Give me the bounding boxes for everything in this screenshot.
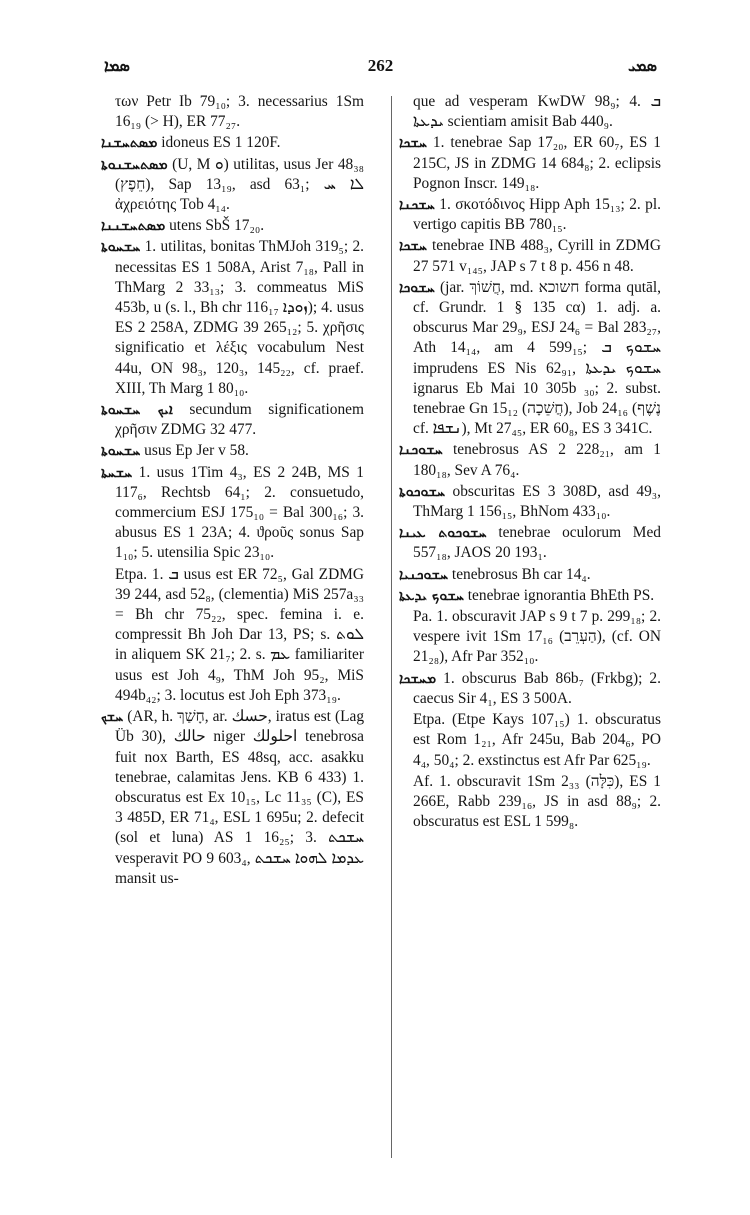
- entry-headword: ܐܝܟ ܚܫܚܘܬܐ: [101, 402, 173, 419]
- entry-headword: ܚܫܘܟܘܬܐ: [399, 483, 446, 500]
- dictionary-entry: [399, 710, 661, 771]
- entry-text: utens SbŠ 17₂₀.: [169, 217, 265, 235]
- entry-headword: ܚܫܚܬܐ: [101, 464, 133, 481]
- entry-headword: ܡܚܫܟܐ: [399, 670, 437, 687]
- dictionary-entry: [101, 707, 364, 889]
- entry-text: usus Ep Jer v 58.: [144, 442, 249, 460]
- entry-headword: ܡܣܬܚܫܢܐ: [101, 135, 158, 152]
- entry-text: Etpa. (Etpe Kays 107₁₅) 1. obscuratus est Rom 1₂₁, Afr 245u, Bab 204₆, PO 4₄, 50₄; 2. exstinctus est Afr Par 625₁₉.: [413, 711, 661, 769]
- entry-text: (AR, h. חָשַׁךְ, ar. حسك, iratus est (Lag Üb 30), حالك niger احلولك tenebrosa fuit nox Barth, ES 48sq, acc. asakku tenebrae, calamitas Jens. KB 6 433) 1. obscuratus est Ex 10₁₅, Lc 11₃₅ (C), ES 3 485D, ER 71₄, ESL 1 695u; 2. defecit (sol et luna) AS 1 16₂₅; 3. ܚܫܟܬ vesperavit PO 9 603₄, ܥܕܡܐ ܠܗܘܐ ܚܫܟܬ mansit us-: [115, 708, 365, 887]
- page-header: [98, 56, 663, 80]
- dictionary-entry: [399, 482, 661, 522]
- right-running-head: ܣܡܝ: [627, 56, 657, 75]
- right-column: [399, 92, 661, 833]
- dictionary-entry: [101, 155, 364, 216]
- dictionary-entry: [399, 523, 661, 563]
- entry-headword: ܚܫܘܟܢܐ: [399, 442, 443, 459]
- entry-text: Etpa. 1. ܒ usus est ER 72₅, Gal ZDMG 39 244, asd 52₈, (clementia) MiS 257a₃₃ = Bh chr 75₂₂, spec. femina i. e. compressit Bh Joh Dar 13, PS; s. ܠܘܬ in aliquem SK 21₇; 2. s. ܥܡ familiariter usus est Joh 4₉, ThM Joh 95₂, MiS 494b₄₂; 3. locutus est Joh Eph 373₁₉.: [115, 565, 364, 704]
- dictionary-entry: [101, 400, 364, 440]
- entry-headword: ܚܫܘܟܐ: [399, 279, 435, 296]
- entry-headword: ܚܫܟܢܐ: [399, 197, 435, 214]
- dictionary-entry: [399, 195, 661, 235]
- dictionary-entry: [399, 669, 661, 709]
- page-number: 262: [367, 56, 394, 75]
- entry-text: idoneus ES 1 120F.: [161, 134, 281, 152]
- column-divider: [391, 96, 392, 1158]
- entry-text: tenebrae oculorum Med 557₁₈, JAOS 20 193₁.: [413, 524, 661, 562]
- entry-headword: ܚܫܚܘܬܐ: [101, 239, 141, 256]
- dictionary-entry: [399, 236, 661, 276]
- entry-text: (U, M ܘ) utilitas, usus Jer 48₃₈ (חֵפֶץ), Sap 13₁₉, asd 63₁; ܠܐ ܚ ἀχρειότης Tob 4₁₄.: [115, 155, 364, 214]
- dictionary-entry: [101, 565, 364, 706]
- dictionary-entry: [399, 586, 661, 606]
- entry-headword: ܚܫܘܟܢܝܐ: [399, 566, 449, 583]
- dictionary-entry: [399, 607, 661, 668]
- entry-text: Af. 1. obscuravit 1Sm 2₃₃ (כִּלָּה), ES 1 266E, Rabb 239₁₆, JS in asd 88₉; 2. obscuratus est ESL 1 599₈.: [413, 772, 662, 831]
- entry-text: tenebrosus Bh car 14₄.: [451, 565, 591, 583]
- left-column: [101, 92, 364, 890]
- entry-text: que ad vesperam KwDW 98₉; 4. ܒ ܝܕܥܬܐ scientiam amisit Bab 440₉.: [413, 93, 661, 131]
- entry-text: tenebrosus AS 2 228₂₁, am 1 180₁₈, Sev A 76₄.: [413, 441, 661, 479]
- entry-headword: ܚܫܚܘܬܐ: [101, 443, 141, 460]
- entry-headword: ܡܣܬܚܫܢܢܐ: [101, 218, 166, 235]
- entry-text: (jar. חֲשׁוֹךְ, md. חשוכא forma qutāl, cf. Grundr. 1 § 135 cα) 1. adj. a. obscurus Mar 29₉, ESJ 24₆ = Bal 283₂₇, Ath 14₁₄, am 4 599₁₅; ܚܫܘܟ ܒ imprudens ES Nis 62₉₁, ܚܫܘܟ ܝܕܥܬܐ ignarus Eb Mai 10 305b ₃₀; 2. subst. tenebrae Gn 15₁₂ (חֲשֵׁכָה), Job 24₁₆ (נֶשֶׁף cf. ܢܫܦܐ), Mt 27₄₅, ER 60₈, ES 3 341C.: [413, 278, 661, 438]
- dictionary-entry: [399, 440, 661, 480]
- dictionary-entry: [101, 441, 364, 461]
- entry-text: 1. σκοτόδινος Hipp Aph 15₁₃; 2. pl. vertigo capitis BB 780₁₅.: [413, 196, 661, 234]
- entry-text: των Petr Ib 79₁₀; 3. necessarius 1Sm 16₁₉ (> H), ER 77₂₇.: [115, 93, 364, 131]
- entry-headword: ܡܣܬܚܫܢܘܬܐ: [101, 156, 168, 173]
- dictionary-entry: [101, 92, 364, 132]
- entry-text: 1. tenebrae Sap 17₂₀, ER 60₇, ES 1 215C, JS in ZDMG 14 684₈; 2. eclipsis Pognon Inscr. 149₁₈.: [413, 134, 661, 192]
- entry-text: 1. obscurus Bab 86b₇ (Frkbg); 2. caecus Sir 4₁, ES 3 500A.: [413, 669, 661, 707]
- entry-text: secundum significationem χρῆσιν ZDMG 32 477.: [115, 401, 364, 439]
- dictionary-entry: [101, 237, 364, 399]
- entry-headword: ܚܫܘܟ ܝܕܥܬܐ: [399, 587, 464, 604]
- entry-text: tenebrae ignorantia BhEth PS.: [467, 586, 655, 604]
- entry-text: 1. usus 1Tim 4₃, ES 2 24B, MS 1 117₆, Rechtsb 64₁; 2. consuetudo, commercium ESJ 175₁₀ = Bal 300₁₆; 3. abusus ES 1 23A; 4. ϑροῦς sonus Sap 1₁₀; 5. utensilia Spic 23₁₀.: [115, 463, 364, 562]
- left-running-head: ܣܡܐ: [104, 56, 130, 75]
- dictionary-entry: [399, 92, 661, 132]
- entry-headword: ܚܫܘܟܘܬ ܥܝܢܐ: [399, 525, 487, 542]
- dictionary-entry: [399, 772, 661, 833]
- entry-text: 1. utilitas, bonitas ThMJoh 319₅; 2. necessitas ES 1 508A, Arist 7₁₈, Pall in ThMarg 2 33₁₃; 3. commeatus MiS 453b, u (s. l., Bh chr 116₁₇ ܙܘܕܐ); 4. usus ES 2 258A, ZDMG 39 265₁₂; 5. χρῆσις significatio et λέξις vocabulum Nest 44u, ON 98₃, 120₃, 145₂₂, cf. praef. XIII, Th Marg 1 80₁₀.: [115, 238, 364, 397]
- dictionary-entry: [399, 278, 661, 440]
- entry-text: Pa. 1. obscuravit JAP s 9 t 7 p. 299₁₈; 2. vespere ivit 1Sm 17₁₆ (הַעְרֵב), (cf. ON 21₂₈), Afr Par 352₁₀.: [413, 608, 662, 666]
- entry-text: obscuritas ES 3 308D, asd 49₃, ThMarg 1 156₁₅, BhNom 433₁₀.: [413, 482, 661, 521]
- dictionary-entry: [399, 565, 661, 585]
- entry-headword: ܚܫܟܐ: [399, 135, 427, 152]
- dictionary-entry: [101, 216, 364, 236]
- entry-text: tenebrae INB 488₃, Cyrill in ZDMG 27 571 v₁₄₅, JAP s 7 t 8 p. 456 n 48.: [413, 237, 661, 275]
- dictionary-entry: [399, 133, 661, 194]
- dictionary-entry: [101, 133, 364, 153]
- entry-headword: ܚܫܟܐ: [399, 238, 427, 255]
- dictionary-entry: [101, 463, 364, 564]
- entry-headword: ܚܫܟ: [101, 709, 124, 726]
